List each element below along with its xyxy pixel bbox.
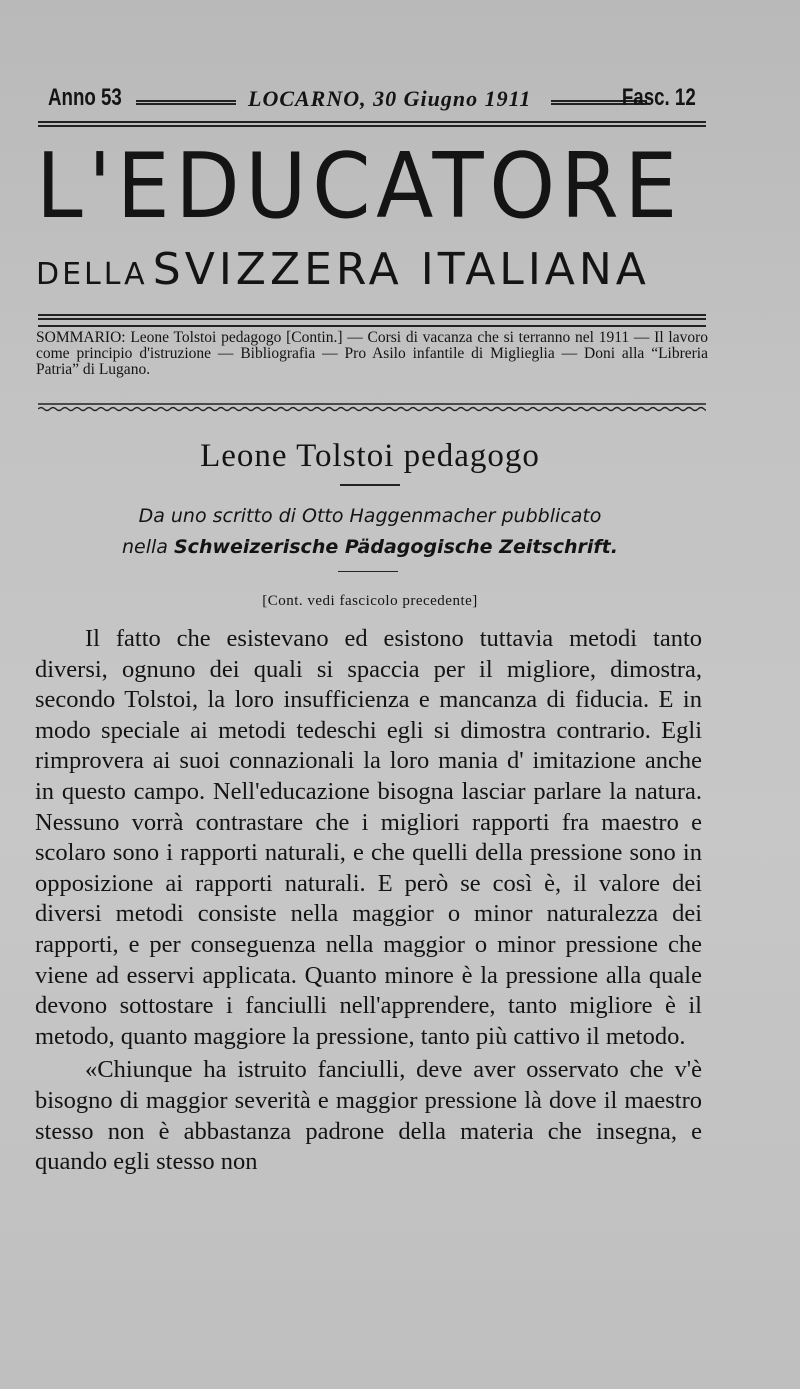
masthead-rule: [38, 314, 706, 320]
article-body: [35, 624, 702, 1178]
title-rule: [340, 484, 400, 486]
place-date: LOCARNO, 30 Giugno 1911: [248, 86, 532, 111]
masthead-subtitle-big: SVIZZERA ITALIANA: [152, 244, 650, 295]
subtitle-rule: [338, 571, 398, 572]
paragraph: «Chiunque ha istruito fanciulli, deve aver osservato che v'è bisogno di maggior severità e maggior pressione là dove il maestro stesso non è abbastanza padrone della materia che insegna, e quando egli stesso non: [35, 1056, 702, 1176]
year-label: Anno 53: [48, 84, 122, 111]
journal-name: Schweizerische Pädagogische Zeitschrift.: [174, 536, 618, 558]
masthead-title: L'EDUCATORE: [36, 134, 683, 239]
issue-header: [48, 84, 708, 118]
masthead-subtitle-small: DELLA: [36, 257, 148, 292]
article-title: Leone Tolstoi pedagogo: [200, 438, 540, 474]
header-rule: [38, 121, 706, 127]
issue-label: Fasc. 12: [622, 84, 696, 111]
paragraph: Il fatto che esistevano ed esistono tuttavia metodi tanto diversi, ognuno dei quali si spaccia per il migliore, dimostra, secondo Tolstoi, la loro insufficienza e mancanza di fiducia. E in modo speciale ai metodi tedeschi egli si dimostra contrario. Egli rimprovera ai suoi connazionali la loro mania d' imitazione anche in questo campo. Nell'educazione bisogna lasciar parlare la natura. Nessuno vorrà contrastare che i migliori rapporti fra maestro e scolaro sono i rapporti naturali, e che quelli della pressione sono in opposizione ai rapporti naturali. E però se così è, il valore dei diversi metodi consiste nella maggior o minor naturalezza dei rapporti, e per conseguenza nella maggior o minor pressione che viene ad esservi applicata. Quanto minore è la pressione alla quale devono sottostare i fanciulli nell'apprendere, tanto migliore è il metodo, quanto maggiore la pressione, tanto più cattivo il metodo.: [35, 625, 702, 1050]
subtitle-prefix: nella: [122, 536, 174, 558]
masthead-subtitle: [36, 244, 716, 305]
article-subtitle-line1: Da uno scritto di Otto Haggenmacher pubblicato: [138, 505, 602, 527]
wavy-divider: [38, 402, 706, 412]
continuation-note: [Cont. vedi fascicolo precedente]: [262, 593, 478, 609]
masthead-rule-thin: [38, 325, 706, 327]
header-divider-left: [136, 100, 236, 105]
article-subtitle-line2: [0, 536, 740, 558]
table-of-contents: SOMMARIO: Leone Tolstoi pedagogo [Contin.] — Corsi di vacanza che si terranno nel 1911 — Il lavoro come principio d'istruzione — Bibliografia — Pro Asilo infantile di Miglieglia — Doni alla “Libreria Patria” di Lugano.: [36, 329, 708, 378]
